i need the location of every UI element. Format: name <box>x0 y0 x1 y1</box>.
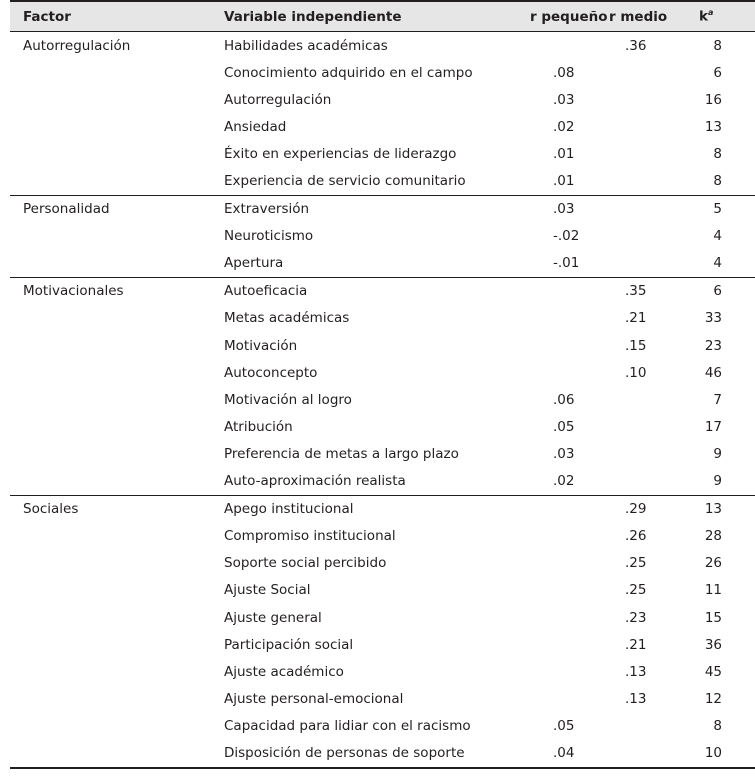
variable-cell: Autoeficacia <box>224 283 308 300</box>
r-small-cell: .03 <box>553 201 575 218</box>
k-cell: 10 <box>704 744 722 761</box>
variable-cell: Compromiso institucional <box>224 528 396 545</box>
header-factor: Factor <box>23 8 71 25</box>
table-row <box>10 250 755 277</box>
header-variable: Variable independiente <box>224 8 402 25</box>
header-k <box>687 8 739 25</box>
r-small-cell: -.02 <box>553 228 580 245</box>
k-cell: 15 <box>704 609 722 626</box>
r-medium-cell: .21 <box>625 310 647 327</box>
k-cell: 8 <box>713 145 722 162</box>
r-small-cell: .01 <box>553 173 575 190</box>
variable-cell: Ajuste Social <box>224 582 311 599</box>
variable-cell: Éxito en experiencias de liderazgo <box>224 145 457 162</box>
table-row <box>10 685 755 712</box>
r-medium-cell: .15 <box>625 337 647 354</box>
r-small-cell: .06 <box>553 391 575 408</box>
table-row <box>10 658 755 685</box>
r-medium-cell: .13 <box>625 690 647 707</box>
table-group <box>10 278 755 496</box>
variable-cell: Extraversión <box>224 201 310 218</box>
variable-cell: Metas académicas <box>224 310 350 327</box>
r-medium-cell: .36 <box>625 37 647 54</box>
table-group <box>10 496 755 769</box>
variable-cell: Ansiedad <box>224 118 287 135</box>
r-small-cell: -.01 <box>553 255 580 272</box>
table-row <box>10 223 755 250</box>
r-medium-cell: .21 <box>625 636 647 653</box>
table-row <box>10 196 755 223</box>
r-small-cell: .05 <box>553 717 575 734</box>
table-header <box>10 0 755 32</box>
factor-cell: Personalidad <box>23 201 110 218</box>
k-cell: 11 <box>704 582 722 599</box>
k-cell: 4 <box>713 255 722 272</box>
k-cell: 33 <box>704 310 722 327</box>
table-row <box>10 631 755 658</box>
r-small-cell: .03 <box>553 91 575 108</box>
table-row <box>10 496 755 523</box>
table-row <box>10 32 755 59</box>
data-table <box>10 0 755 769</box>
r-small-cell: .02 <box>553 118 575 135</box>
factor-cell: Sociales <box>23 501 79 518</box>
variable-cell: Participación social <box>224 636 354 653</box>
k-cell: 13 <box>704 118 722 135</box>
k-cell: 8 <box>713 717 722 734</box>
table-group <box>10 196 755 278</box>
k-cell: 12 <box>704 690 722 707</box>
table-row <box>10 386 755 413</box>
k-cell: 9 <box>713 473 722 490</box>
table-row <box>10 468 755 495</box>
table-row <box>10 604 755 631</box>
k-cell: 8 <box>713 173 722 190</box>
factor-cell: Motivacionales <box>23 283 124 300</box>
variable-cell: Soporte social percibido <box>224 555 387 572</box>
k-cell: 36 <box>704 636 722 653</box>
k-cell: 46 <box>704 364 722 381</box>
k-cell: 4 <box>713 228 722 245</box>
table-row <box>10 167 755 194</box>
table-row <box>10 59 755 86</box>
variable-cell: Apertura <box>224 255 284 272</box>
factor-cell: Autorregulación <box>23 37 131 54</box>
table-row <box>10 550 755 577</box>
variable-cell: Atribución <box>224 418 293 435</box>
table-row <box>10 739 755 766</box>
r-medium-cell: .26 <box>625 528 647 545</box>
r-small-cell: .03 <box>553 445 575 462</box>
k-cell: 9 <box>713 445 722 462</box>
table-row <box>10 332 755 359</box>
r-medium-cell: .25 <box>625 555 647 572</box>
r-small-cell: .02 <box>553 473 575 490</box>
variable-cell: Conocimiento adquirido en el campo <box>224 64 473 81</box>
variable-cell: Auto-aproximación realista <box>224 473 406 490</box>
variable-cell: Ajuste personal-emocional <box>224 690 404 707</box>
k-cell: 26 <box>704 555 722 572</box>
r-medium-cell: .25 <box>625 582 647 599</box>
table-row <box>10 113 755 140</box>
r-small-cell: .08 <box>553 64 575 81</box>
table-row <box>10 86 755 113</box>
k-cell: 23 <box>704 337 722 354</box>
k-cell: 5 <box>713 201 722 218</box>
variable-cell: Autorregulación <box>224 91 332 108</box>
header-k-label: k <box>699 8 708 25</box>
variable-cell: Experiencia de servicio comunitario <box>224 173 466 190</box>
table-row <box>10 359 755 386</box>
header-r-small: r pequeño <box>530 8 608 25</box>
variable-cell: Apego institucional <box>224 501 354 518</box>
table-row <box>10 523 755 550</box>
variable-cell: Autoconcepto <box>224 364 318 381</box>
k-cell: 17 <box>704 418 722 435</box>
k-cell: 8 <box>713 37 722 54</box>
table-row <box>10 140 755 167</box>
r-medium-cell: .10 <box>625 364 647 381</box>
variable-cell: Disposición de personas de soporte <box>224 744 465 761</box>
k-cell: 13 <box>704 501 722 518</box>
r-medium-cell: .13 <box>625 663 647 680</box>
k-cell: 28 <box>704 528 722 545</box>
header-k-footnote: a <box>707 8 714 18</box>
table-row <box>10 413 755 440</box>
k-cell: 16 <box>704 91 722 108</box>
variable-cell: Preferencia de metas a largo plazo <box>224 445 459 462</box>
table-row <box>10 305 755 332</box>
table-row <box>10 577 755 604</box>
k-cell: 6 <box>713 283 722 300</box>
r-small-cell: .01 <box>553 145 575 162</box>
r-medium-cell: .29 <box>625 501 647 518</box>
table-body <box>10 32 755 769</box>
variable-cell: Neuroticismo <box>224 228 314 245</box>
variable-cell: Motivación al logro <box>224 391 352 408</box>
header-r-medium: r medio <box>609 8 668 25</box>
r-small-cell: .05 <box>553 418 575 435</box>
table-row <box>10 712 755 739</box>
k-cell: 7 <box>713 391 722 408</box>
k-cell: 45 <box>704 663 722 680</box>
table-row <box>10 278 755 305</box>
r-medium-cell: .35 <box>625 283 647 300</box>
variable-cell: Habilidades académicas <box>224 37 388 54</box>
r-medium-cell: .23 <box>625 609 647 626</box>
variable-cell: Capacidad para lidiar con el racismo <box>224 717 471 734</box>
r-small-cell: .04 <box>553 744 575 761</box>
k-cell: 6 <box>713 64 722 81</box>
table-row <box>10 440 755 467</box>
table-group <box>10 32 755 196</box>
variable-cell: Ajuste general <box>224 609 322 626</box>
variable-cell: Ajuste académico <box>224 663 344 680</box>
variable-cell: Motivación <box>224 337 298 354</box>
